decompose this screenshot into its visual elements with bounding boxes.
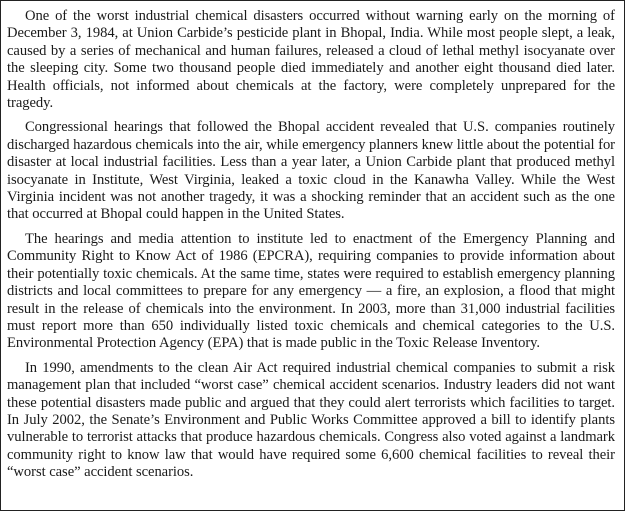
paragraph-clean-air-act: In 1990, amendments to the clean Air Act required industrial chemical companies to submit a risk management plan that included “worst case” chemical accident scenarios. Industry leaders did not want these potential disasters made public and argued that they could alert terrorists which facilities to target. In July 2002, the Senate’s Environment and Public Works Committee approved a bill to identify plants vulnerable to terrorist attacks that produce hazardous chemicals. Congress also voted against a landmark community right to know law that would have required some 6,600 chemical facilities to reveal their “worst case” accident scenarios.	[7, 359, 615, 481]
paragraph-congressional-hearings: Congressional hearings that followed the Bhopal accident revealed that U.S. companies routinely discharged hazardous chemicals into the air, while emergency planners knew little about the potential for disaster at local industrial facilities. Less than a year later, a Union Carbide plant that produced methyl isocyanate in Institute, West Virginia, leaked a toxic cloud in the Kanawha Valley. While the West Virginia incident was not another tragedy, it was a shocking reminder that an accident such as the one that occurred at Bhopal could happen in the United States.	[7, 119, 615, 223]
paragraph-epcra: The hearings and media attention to institute led to enactment of the Emergency Planning and Community Right to Know Act of 1986 (EPCRA), requiring companies to provide information about their potentially toxic chemicals. At the same time, states were required to establish emergency planning districts and local committees to prepare for any emergency — a fire, an explosion, a flood that might result in the release of chemicals into the environment. In 2003, more than 31,000 industrial facilities must report more than 650 individually listed toxic chemicals and chemical categories to the U.S. Environmental Protection Agency (EPA) that is made public in the Toxic Release Inventory.	[7, 230, 615, 352]
paragraph-bhopal-disaster: One of the worst industrial chemical disasters occurred without warning early on the morning of December 3, 1984, at Union Carbide’s pesticide plant in Bhopal, India. While most people slept, a leak, caused by a series of mechanical and human failures, released a cloud of lethal methyl isocyanate over the sleeping city. Some two thousand people died immediately and another eight thousand died later. Health officials, not informed about chemicals at the factory, were completely unprepared for the tragedy.	[7, 8, 615, 112]
